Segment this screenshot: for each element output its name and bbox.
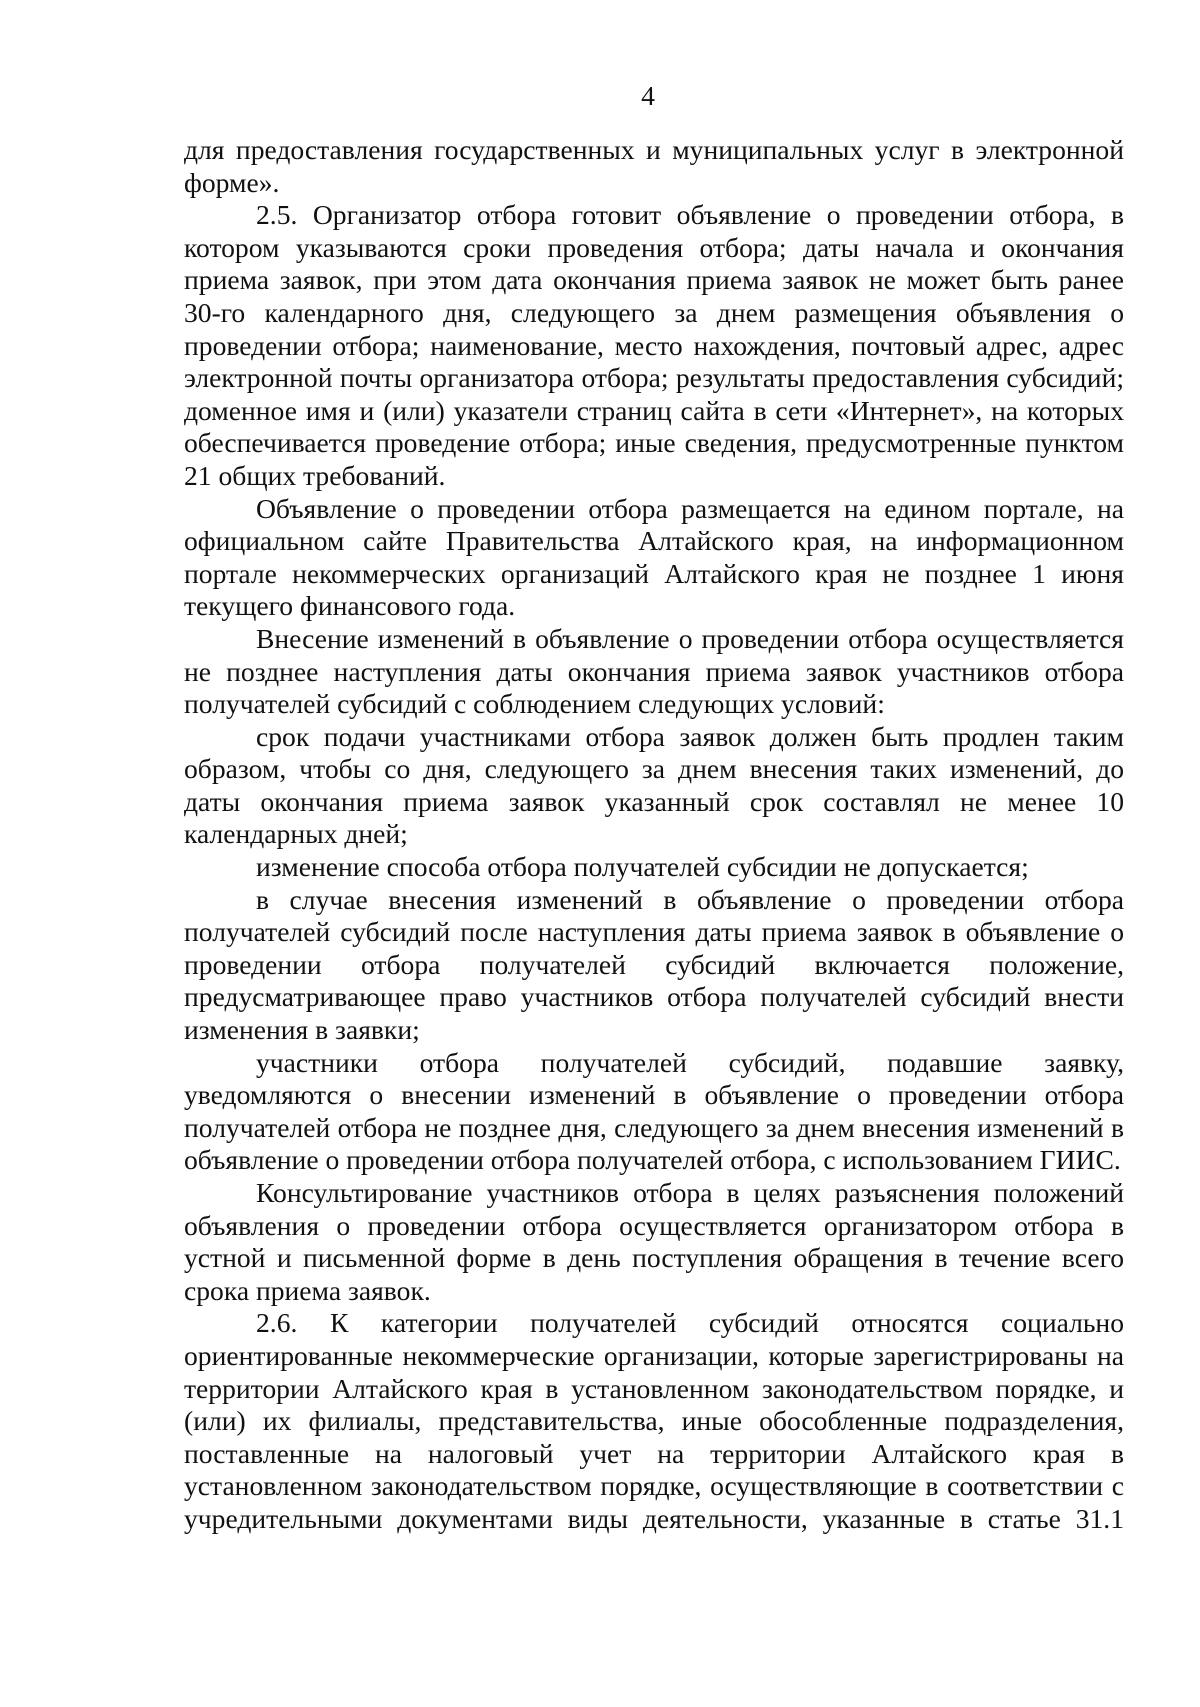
paragraph-continuation: для предоставления государственных и муниципальных услуг в электронной форме». bbox=[184, 134, 1124, 198]
page-number: 4 bbox=[641, 80, 655, 111]
paragraph-2-5: 2.5. Организатор отбора готовит объявление о проведении отбора, в котором указываются сроки проведения отбора; даты начала и окончания приема заявок, при этом дата окончания приема заявок не может быть ранее 30-го календарного дня, следующего за днем размещения объявления о проведении отбора; наименование, место нахождения, почтовый адрес, адрес электронной почты организатора отбора; результаты предоставления субсидий; доменное имя и (или) указатели страниц сайта в сети «Интернет», на которых обеспечивается проведение отбора; иные сведения, предусмотренные пунктом 21 общих требований. bbox=[184, 199, 1124, 491]
paragraph-deadline-extension: срок подачи участниками отбора заявок должен быть продлен таким образом, чтобы со дня, следующего за днем внесения таких изменений, до даты окончания приема заявок указанный срок составлял не менее 10 календарных дней; bbox=[184, 720, 1124, 850]
paragraph-method-change: изменение способа отбора получателей субсидии не допускается; bbox=[256, 851, 1029, 883]
paragraph-announcement-placement: Объявление о проведении отбора размещается на едином портале, на официальном сайте Правительства Алтайского края, на информационном портале некоммерческих организаций Алтайского края не позднее 1 июня текущего финансового года. bbox=[184, 492, 1124, 622]
paragraph-consultation: Консультирование участников отбора в целях разъяснения положений объявления о проведении отбора осуществляется организатором отбора в устной и письменной форме в день поступления обращения в течение всего срока приема заявок. bbox=[184, 1177, 1124, 1306]
paragraph-2-6: 2.6. К категории получателей субсидий относятся социально ориентированные некоммерческие организации, которые зарегистрированы на территории Алтайского края в установленном законодательством порядке, и (или) их филиалы, представительства, иные обособленные подразделения, поставленные на налоговый учет на территории Алтайского края в установленном законодательством порядке, осуществляющие в соответствии с учредительными документами виды деятельности, указанные в статье 31.1 bbox=[184, 1307, 1124, 1534]
paragraph-amend-applications: в случае внесения изменений в объявление о проведении отбора получателей субсидий после наступления даты приема заявок в объявление о проведении отбора получателей субсидий включается положение, предусматривающее право участников отбора получателей субсидий внести изменения в заявки; bbox=[184, 883, 1124, 1046]
paragraph-notification: участники отбора получателей субсидий, подавшие заявку, уведомляются о внесении изменений в объявление о проведении отбора получателей отбора не позднее дня, следующего за днем внесения изменений в объявление о проведении отбора получателей отбора, с использованием ГИИС. bbox=[184, 1046, 1124, 1176]
document-body bbox=[184, 134, 1124, 1536]
paragraph-amendments: Внесение изменений в объявление о проведении отбора осуществляется не позднее наступления даты окончания приема заявок участников отбора получателей субсидий с соблюдением следующих условий: bbox=[184, 622, 1124, 720]
